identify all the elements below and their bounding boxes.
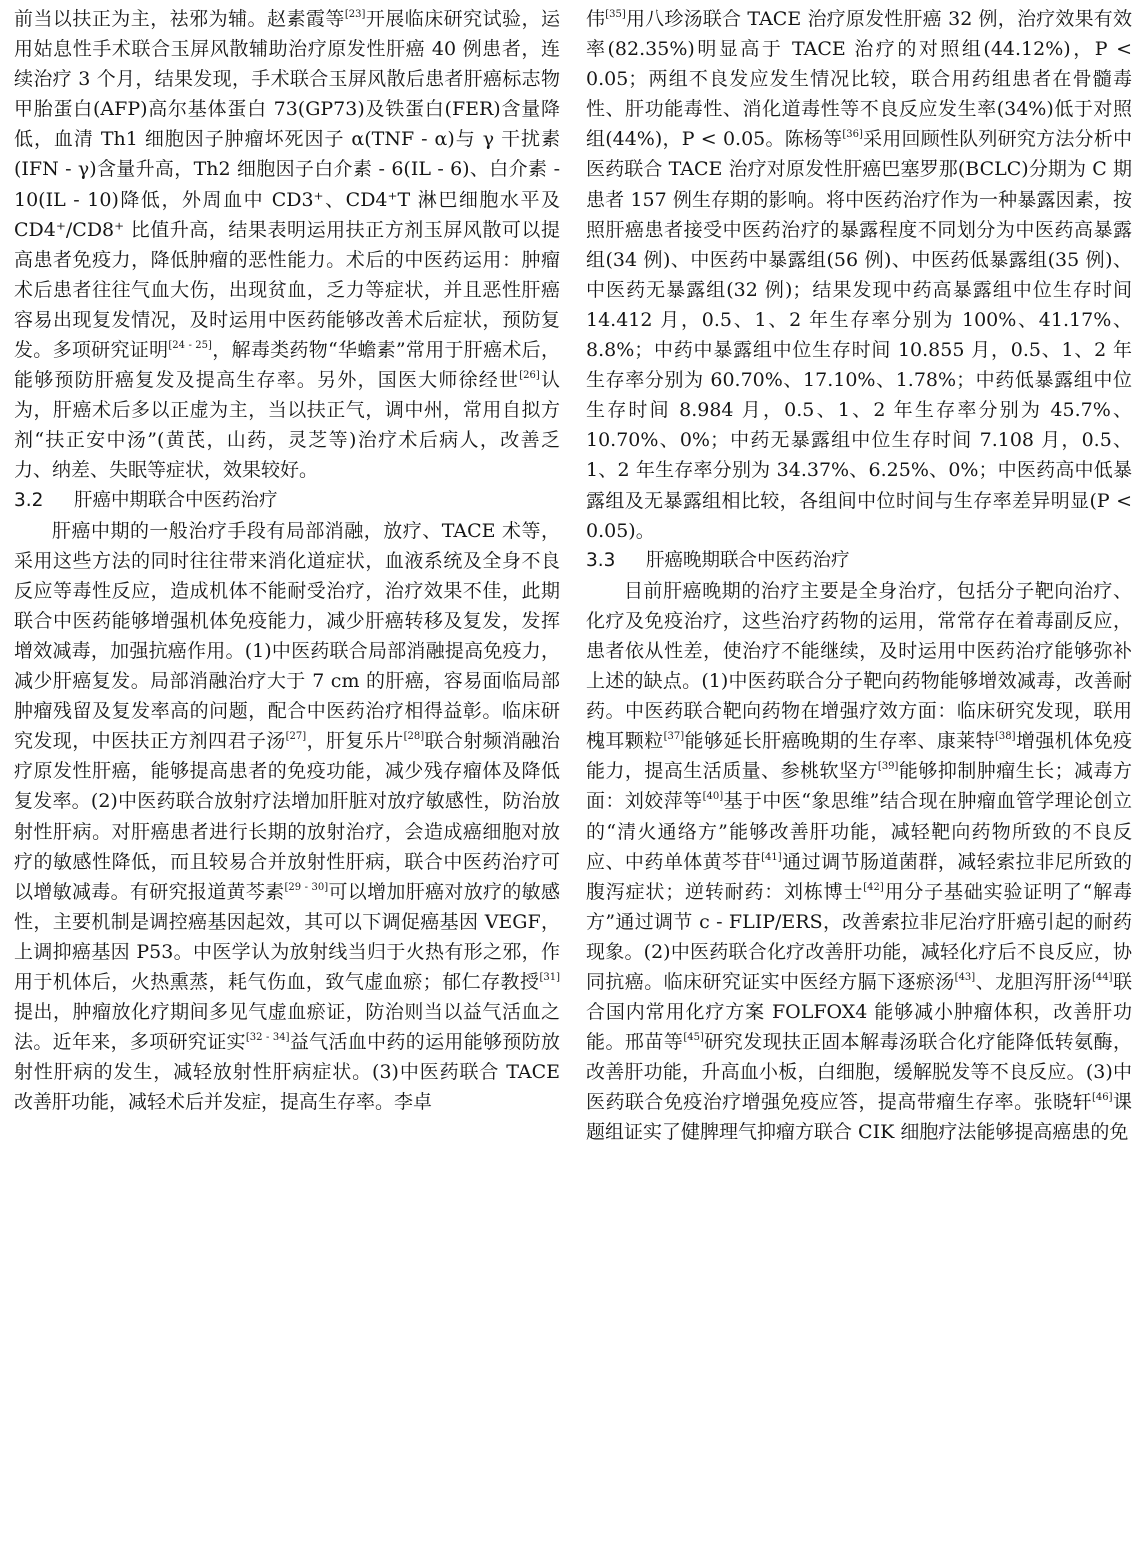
citation-ref: [27]	[285, 731, 307, 743]
citation-ref: [37]	[663, 731, 685, 743]
citation-ref: [39]	[877, 761, 899, 773]
citation-ref: [38]	[995, 731, 1016, 743]
citation-ref: [26]	[519, 370, 540, 382]
citation-ref: [45]	[683, 1032, 704, 1044]
citation-ref: [43]	[954, 972, 976, 983]
section-title: 肝癌晚期联合中医药治疗	[646, 549, 850, 571]
citation-ref: [46]	[1091, 1092, 1113, 1104]
right-column	[586, 4, 1132, 1148]
section-heading-3-3	[586, 546, 1132, 576]
citation-ref: [41]	[761, 851, 782, 863]
paragraph: 肝癌中期的一般治疗手段有局部消融，放疗、TACE 术等，采用这些方法的同时往往带来消化道症状，血液系统及全身不良反应等毒性反应，造成机体不能耐受治疗，治疗效果不佳，此期联合中医药能够增强机体免疫能力，减少肝癌转移及复发，发挥增效减毒，加强抗癌作用。(1)中医药联合局部消融提高免疫力，减少肝癌复发。局部消融治疗大于 7 cm 的肝癌，容易面临局部肿瘤残留及复发率高的问题，配合中医药治疗相得益彰。临床研究发现，中医扶正方剂四君子汤[27]，肝复乐片[28]联合射频消融治疗原发性肝癌，能够提高患者的免疫功能，减少残存瘤体及降低复发率。(2)中医药联合放射疗法增加肝脏对放疗敏感性，防治放射性肝病。对肝癌患者进行长期的放射治疗，会造成癌细胞对放疗的敏感性降低，而且较易合并放射性肝病，联合中医药治疗可以增敏减毒。有研究报道黄芩素[29 - 30]可以增加肝癌对放疗的敏感性，主要机制是调控癌基因起效，其可以下调促癌基因 VEGF，上调抑癌基因 P53。中医学认为放射线当归于火热有形之邪，作用于机体后，火热熏蒸，耗气伤血，致气虚血瘀；郁仁存教授[31]提出，肿瘤放化疗期间多见气虚血瘀证，防治则当以益气活血之法。近年来，多项研究证实[32 - 34]益气活血中药的运用能够预防放射性肝病的发生，减轻放射性肝病症状。(3)中医药联合 TACE 改善肝功能，减轻术后并发症，提高生存率。李卓	[14, 519, 560, 1114]
citation-ref: [40]	[702, 791, 724, 803]
citation-ref: [31]	[539, 972, 560, 983]
citation-ref: [24 - 25]	[168, 340, 212, 352]
section-number: 3.2	[14, 489, 44, 511]
paragraph: 前当以扶正为主，祛邪为辅。赵素霞等[23]开展临床研究试验，运用姑息性手术联合玉屏风散辅助治疗原发性肝癌 40 例患者，连续治疗 3 个月，结果发现，手术联合玉屏风散后患者肝癌标志物甲胎蛋白(AFP)高尔基体蛋白 73(GP73)及铁蛋白(FER)含量降低，血清 Th1 细胞因子肿瘤坏死因子 α(TNF - α)与 γ 干扰素(IFN - γ)含量升高，Th2 细胞因子白介素 - 6(IL - 6)、白介素 - 10(IL - 10)降低，外周血中 CD3⁺、CD4⁺T 淋巴细胞水平及 CD4⁺/CD8⁺ 比值升高，结果表明运用扶正方剂玉屏风散可以提高患者免疫力，降低肿瘤的恶性能力。术后的中医药运用：肿瘤术后患者往往气血大伤，出现贫血，乏力等症状，并且恶性肝癌容易出现复发情况，及时运用中医药能够改善术后症状，预防复发。多项研究证明[24 - 25]，解毒类药物“华蟾素”常用于肝癌术后，能够预防肝癌复发及提高生存率。另外，国医大师徐经世[26]认为，肝癌术后多以正虚为主，当以扶正气，调中州，常用自拟方剂“扶正安中汤”(黄芪，山药，灵芝等)治疗术后病人，改善乏力、纳差、失眠等症状，效果较好。	[14, 8, 560, 482]
citation-ref: [29 - 30]	[284, 881, 329, 893]
section-title: 肝癌中期联合中医药治疗	[74, 489, 278, 511]
citation-ref: [23]	[344, 9, 366, 20]
citation-ref: [42]	[863, 881, 884, 893]
paragraph: 目前肝癌晚期的治疗主要是全身治疗，包括分子靶向治疗、化疗及免疫治疗，这些治疗药物的运用，常常存在着毒副反应，患者依从性差，使治疗不能继续，及时运用中医药治疗能够弥补上述的缺点。(1)中医药联合分子靶向药物能够增效减毒，改善耐药。中医药联合靶向药物在增强疗效方面：临床研究发现，联用槐耳颗粒[37]能够延长肝癌晚期的生存率、康莱特[38]增强机体免疫能力，提高生活质量、参桃软坚方[39]能够抑制肿瘤生长；减毒方面：刘姣萍等[40]基于中医“象思维”结合现在肿瘤血管学理论创立的“清火通络方”能够改善肝功能，减轻靶向药物所致的不良反应、中药单体黄芩苷[41]通过调节肠道菌群，减轻索拉非尼所致的腹泻症状；逆转耐药：刘栋博士[42]用分子基础实验证明了“解毒方”通过调节 c - FLIP/ERS，改善索拉非尼治疗肝癌引起的耐药现象。(2)中医药联合化疗改善肝功能，减轻化疗后不良反应，协同抗癌。临床研究证实中医经方膈下逐瘀汤[43]、龙胆泻肝汤[44]联合国内常用化疗方案 FOLFOX4 能够减小肿瘤体积，改善肝功能。邢苗等[45]研究发现扶正固本解毒汤联合化疗能降低转氨酶，改善肝功能，升高血小板，白细胞，缓解脱发等不良反应。(3)中医药联合免疫治疗增强免疫应答，提高带瘤生存率。张晓轩[46]课题组证实了健脾理气抑瘤方联合 CIK 细胞疗法能够提高癌患的免	[586, 579, 1132, 1144]
section-heading-3-2	[14, 486, 560, 516]
citation-ref: [28]	[403, 731, 425, 743]
section-number: 3.3	[586, 549, 616, 571]
citation-ref: [32 - 34]	[245, 1032, 290, 1044]
citation-ref: [35]	[605, 9, 626, 20]
citation-ref: [36]	[842, 129, 863, 141]
left-column	[14, 4, 560, 1117]
paragraph: 伟[35]用八珍汤联合 TACE 治疗原发性肝癌 32 例，治疗效果有效率(82.35%)明显高于 TACE 治疗的对照组(44.12%)，P < 0.05；两组不良发应发生情况比较，联合用药组患者在骨髓毒性、肝功能毒性、消化道毒性等不良反应发生率(34%)低于对照组(44%)，P < 0.05。陈杨等[36]采用回顾性队列研究方法分析中医药联合 TACE 治疗对原发性肝癌巴塞罗那(BCLC)分期为 C 期患者 157 例生存期的影响。将中医药治疗作为一种暴露因素，按照肝癌患者接受中医药治疗的暴露程度不同划分为中医药高暴露组(34 例)、中医药中暴露组(56 例)、中医药低暴露组(35 例)、中医药无暴露组(32 例)；结果发现中药高暴露组中位生存时间 14.412 月，0.5、1、2 年生存率分别为 100%、41.17%、8.8%；中药中暴露组中位生存时间 10.855 月，0.5、1、2 年生存率分别为 60.70%、17.10%、1.78%；中药低暴露组中位生存时间 8.984 月，0.5、1、2 年生存率分别为 45.7%、10.70%、0%；中药无暴露组中位生存时间 7.108 月，0.5、1、2 年生存率分别为 34.37%、6.25%、0%；中医药高中低暴露组及无暴露组相比较，各组间中位时间与生存率差异明显(P < 0.05)。	[586, 8, 1132, 542]
citation-ref: [44]	[1092, 972, 1113, 983]
